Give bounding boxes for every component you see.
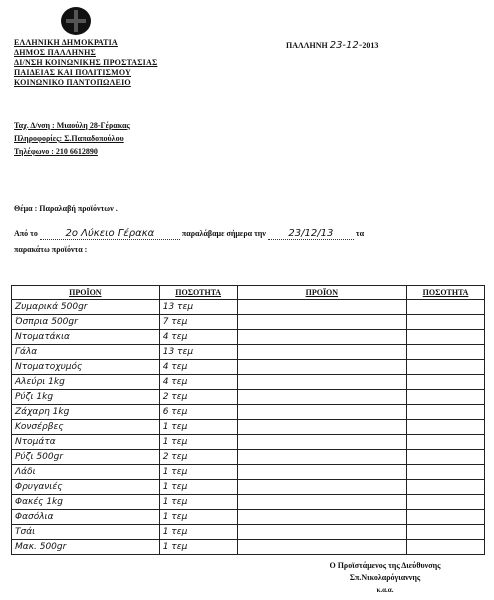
table-row xyxy=(12,420,485,435)
product-cell: Λάδι xyxy=(12,465,160,480)
intro-line xyxy=(14,228,364,240)
product-cell-empty xyxy=(237,390,406,405)
letterhead-line: ΕΛΛΗΝΙΚΗ ΔΗΜΟΚΡΑΤΙΑ xyxy=(14,38,118,47)
product-cell: Όσπρια 500gr xyxy=(12,315,160,330)
product-cell: Αλεύρι 1kg xyxy=(12,375,160,390)
table-row xyxy=(12,375,485,390)
product-cell-empty xyxy=(237,405,406,420)
letterhead-line: ΠΑΙΔΕΙΑΣ ΚΑΙ ΠΟΛΙΤΙΣΜΟΥ xyxy=(14,68,132,77)
table-row xyxy=(12,390,485,405)
quantity-cell-empty xyxy=(407,480,485,495)
intro-line-2: παρακάτω προϊόντα : xyxy=(14,245,88,254)
intro-prefix: Από το xyxy=(14,229,38,238)
table-header-row xyxy=(12,286,485,300)
greek-emblem-icon xyxy=(60,6,92,36)
quantity-cell-empty xyxy=(407,360,485,375)
quantity-cell-empty xyxy=(407,375,485,390)
product-cell-empty xyxy=(237,465,406,480)
quantity-cell-empty xyxy=(407,540,485,555)
product-cell: Ζυμαρικά 500gr xyxy=(12,300,160,315)
product-cell: Γάλα xyxy=(12,345,160,360)
quantity-cell-empty xyxy=(407,345,485,360)
product-cell: Μακ. 500gr xyxy=(12,540,160,555)
header-quantity: ΠΟΣΟΤΗΤΑ xyxy=(159,286,237,300)
quantity-cell-empty xyxy=(407,300,485,315)
quantity-cell-empty xyxy=(407,405,485,420)
table-row xyxy=(12,405,485,420)
signature-note: κ.α.α. xyxy=(376,586,394,594)
product-cell: Φασόλια xyxy=(12,510,160,525)
signature-block xyxy=(300,560,470,596)
header-product: ΠΡΟΪΟΝ xyxy=(237,286,406,300)
quantity-cell: 1 τεμ xyxy=(159,435,237,450)
product-cell: Τσάι xyxy=(12,525,160,540)
quantity-cell: 2 τεμ xyxy=(159,390,237,405)
table-row xyxy=(12,345,485,360)
contact-phone: Τηλέφωνο : 210 6612890 xyxy=(14,147,98,156)
quantity-cell: 6 τεμ xyxy=(159,405,237,420)
table-row xyxy=(12,510,485,525)
quantity-cell-empty xyxy=(407,420,485,435)
table-row xyxy=(12,525,485,540)
quantity-cell: 13 τεμ xyxy=(159,345,237,360)
quantity-cell: 1 τεμ xyxy=(159,510,237,525)
table-row xyxy=(12,495,485,510)
product-cell-empty xyxy=(237,375,406,390)
signature-title: Ο Προϊστάμενος της Διεύθυνσης xyxy=(329,561,441,570)
intro-suffix: τα xyxy=(355,229,365,238)
quantity-cell-empty xyxy=(407,465,485,480)
product-cell-empty xyxy=(237,435,406,450)
product-cell: Ρύζι 500gr xyxy=(12,450,160,465)
product-cell-empty xyxy=(237,345,406,360)
header-quantity: ΠΟΣΟΤΗΤΑ xyxy=(407,286,485,300)
product-cell-empty xyxy=(237,315,406,330)
products-table xyxy=(11,285,485,555)
table-row xyxy=(12,330,485,345)
product-cell: Φρυγανιές xyxy=(12,480,160,495)
quantity-cell-empty xyxy=(407,510,485,525)
table-row xyxy=(12,450,485,465)
intro-school: 2ο Λύκειο Γέρακα xyxy=(40,228,180,240)
table-row xyxy=(12,300,485,315)
contact-info: Πληροφορίες: Σ.Παπαδοπούλου xyxy=(14,134,124,143)
quantity-cell: 13 τεμ xyxy=(159,300,237,315)
product-cell: Κονσέρβες xyxy=(12,420,160,435)
quantity-cell: 1 τεμ xyxy=(159,495,237,510)
signature-name: Σπ.Νικολαρόγιαννης xyxy=(349,573,421,582)
table-row xyxy=(12,480,485,495)
product-cell-empty xyxy=(237,480,406,495)
quantity-cell: 4 τεμ xyxy=(159,375,237,390)
product-cell: Ζάχαρη 1kg xyxy=(12,405,160,420)
product-cell: Ντομάτα xyxy=(12,435,160,450)
table-row xyxy=(12,540,485,555)
product-cell-empty xyxy=(237,450,406,465)
subject-line: Θέμα : Παραλαβή προϊόντων . xyxy=(14,204,118,213)
table-row xyxy=(12,465,485,480)
quantity-cell-empty xyxy=(407,495,485,510)
product-cell: Ντοματάκια xyxy=(12,330,160,345)
product-cell-empty xyxy=(237,510,406,525)
quantity-cell: 1 τεμ xyxy=(159,540,237,555)
date-place: ΠΑΛΛΗΝΗ xyxy=(286,41,328,50)
product-cell-empty xyxy=(237,540,406,555)
intro-middle: παραλάβαμε σήμερα την xyxy=(181,229,266,238)
header-product: ΠΡΟΪΟΝ xyxy=(12,286,160,300)
date-line xyxy=(286,40,378,51)
letterhead-line: ΔΗΜΟΣ ΠΑΛΛΗΝΗΣ xyxy=(14,48,96,57)
quantity-cell: 1 τεμ xyxy=(159,420,237,435)
product-cell: Ντοματοχυμός xyxy=(12,360,160,375)
intro-date: 23/12/13 xyxy=(268,228,354,240)
product-cell-empty xyxy=(237,360,406,375)
quantity-cell: 4 τεμ xyxy=(159,360,237,375)
quantity-cell-empty xyxy=(407,435,485,450)
quantity-cell: 7 τεμ xyxy=(159,315,237,330)
date-handwritten: 23-12- xyxy=(329,40,363,51)
quantity-cell: 1 τεμ xyxy=(159,465,237,480)
table-row xyxy=(12,360,485,375)
quantity-cell-empty xyxy=(407,525,485,540)
quantity-cell: 1 τεμ xyxy=(159,525,237,540)
product-cell-empty xyxy=(237,525,406,540)
date-year: 2013 xyxy=(362,41,379,50)
letterhead-line: ΚΟΙΝΩΝΙΚΟ ΠΑΝΤΟΠΩΛΕΙΟ xyxy=(14,78,131,87)
letterhead xyxy=(14,38,157,88)
quantity-cell-empty xyxy=(407,330,485,345)
product-cell: Ρύζι 1kg xyxy=(12,390,160,405)
quantity-cell-empty xyxy=(407,315,485,330)
quantity-cell-empty xyxy=(407,450,485,465)
quantity-cell-empty xyxy=(407,390,485,405)
table-row xyxy=(12,435,485,450)
product-cell-empty xyxy=(237,495,406,510)
product-cell-empty xyxy=(237,420,406,435)
product-cell-empty xyxy=(237,300,406,315)
quantity-cell: 1 τεμ xyxy=(159,480,237,495)
contact-block xyxy=(14,119,130,158)
quantity-cell: 4 τεμ xyxy=(159,330,237,345)
contact-address: Ταχ. Δ/νση : Μιαούλη 28-Γέρακας xyxy=(14,121,130,130)
product-cell-empty xyxy=(237,330,406,345)
letterhead-line: ΔΙ/ΝΣΗ ΚΟΙΝΩΝΙΚΗΣ ΠΡΟΣΤΑΣΙΑΣ xyxy=(14,58,158,67)
quantity-cell: 2 τεμ xyxy=(159,450,237,465)
table-row xyxy=(12,315,485,330)
product-cell: Φακές 1kg xyxy=(12,495,160,510)
